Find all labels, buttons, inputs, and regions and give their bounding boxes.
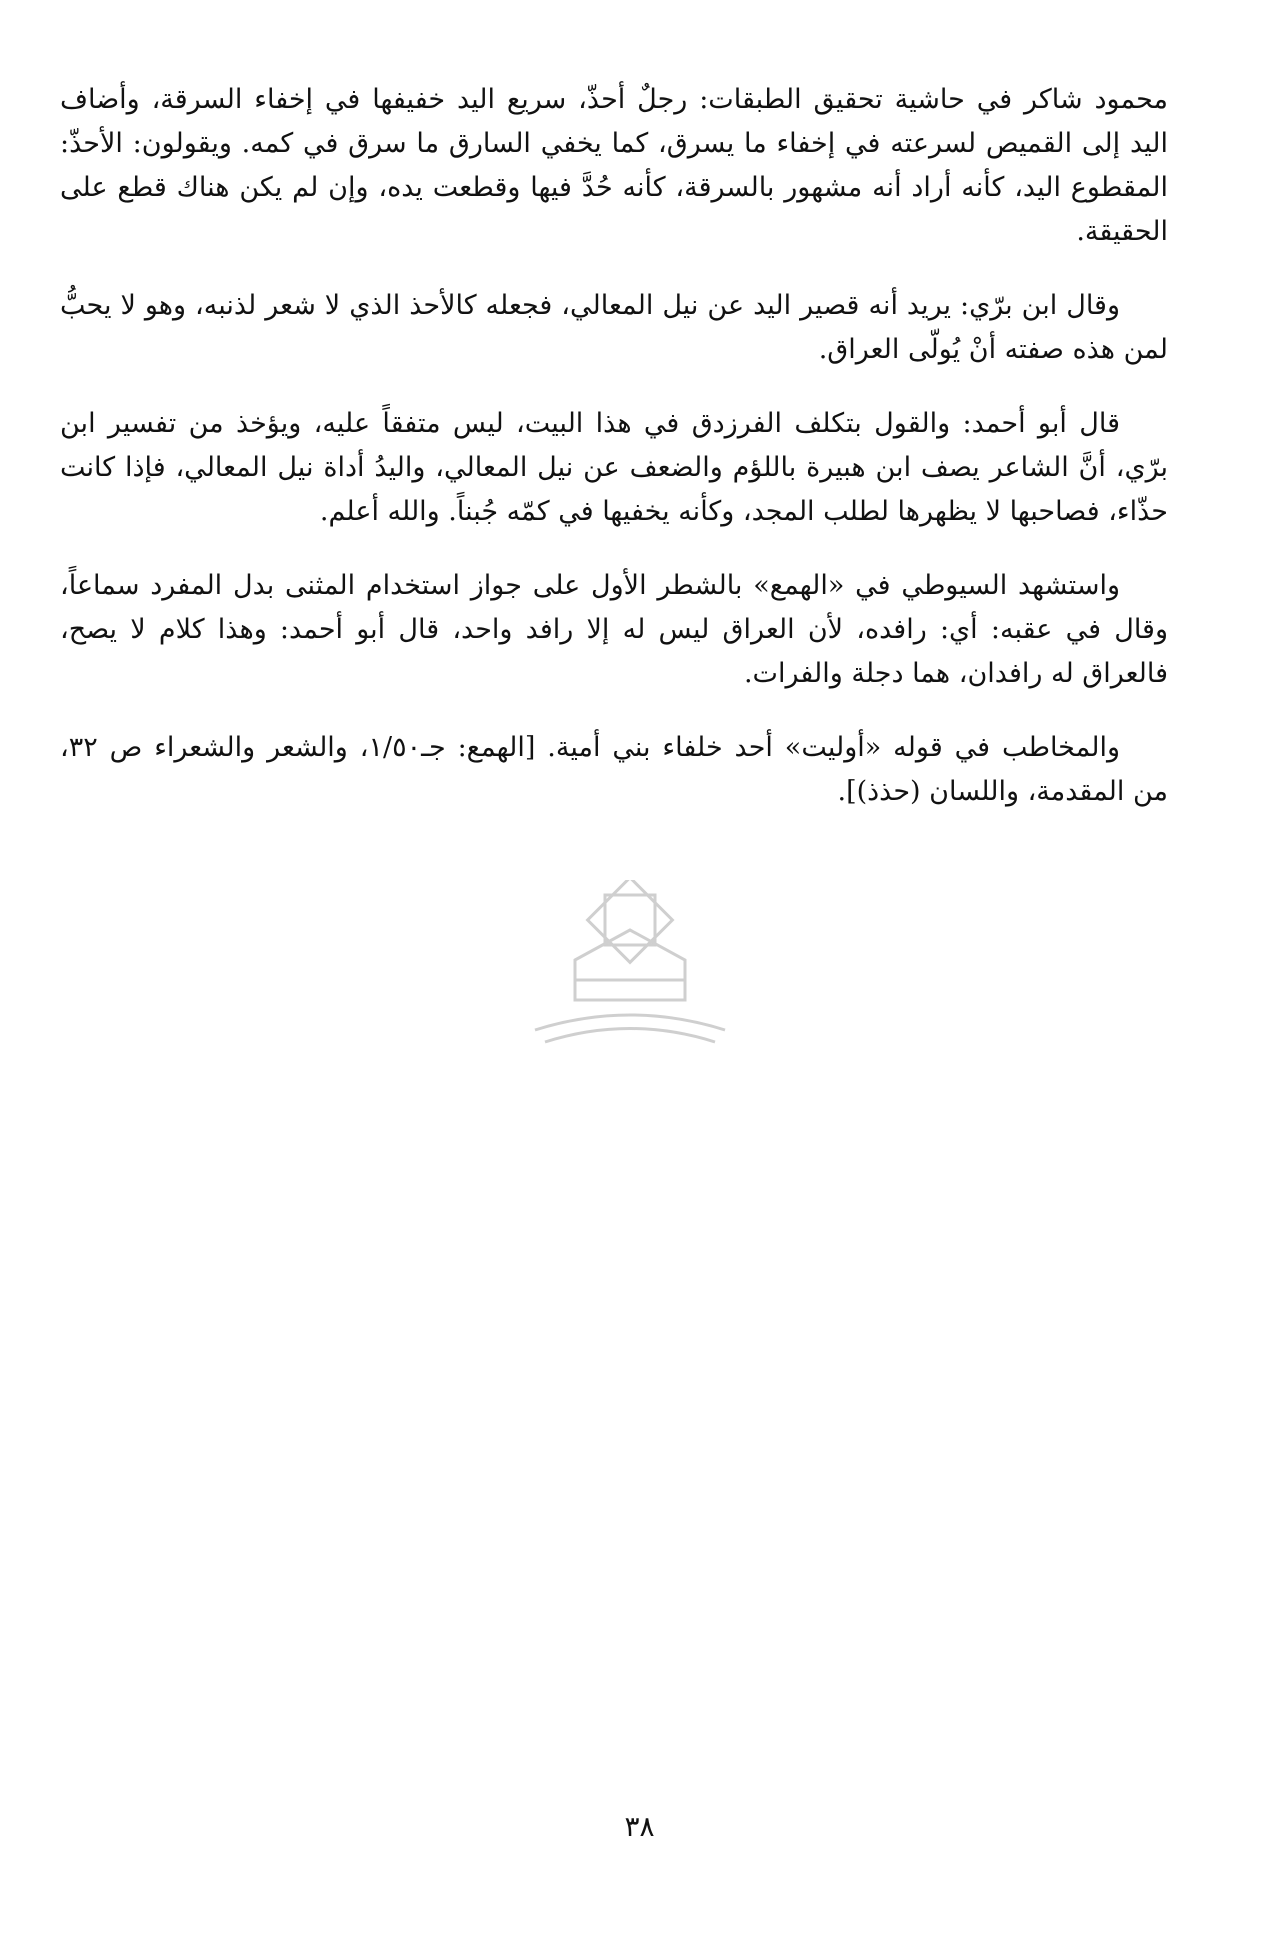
paragraph-ibn-barri: وقال ابن برّي: يريد أنه قصير اليد عن نيل المعالي، فجعله كالأحذ الذي لا شعر لذنبه، وهو لا يحبُّ لمن هذه صفته أنْ يُولّى العراق.: [60, 290, 1168, 365]
document-page: [60, 78, 1168, 844]
paragraph-addressee: والمخاطب في قوله «أوليت» أحد خلفاء بني أمية. [الهمع: جـ١/٥٠، والشعر والشعراء ص ٣٢، من المقدمة، واللسان (حذذ)].: [60, 732, 1168, 807]
paragraph-suyuti: واستشهد السيوطي في «الهمع» بالشطر الأول على جواز استخدام المثنى بدل المفرد سماعاً، وقال في عقبه: أي: رافده، لأن العراق ليس له إلا رافد واحد، قال أبو أحمد: وهذا كلام لا يصح، فالعراق له رافدان، هما دجلة والفرات.: [60, 570, 1168, 689]
page-number: ٣٨: [624, 1810, 655, 1843]
paragraph-abu-ahmad: قال أبو أحمد: والقول بتكلف الفرزدق في هذا البيت، ليس متفقاً عليه، ويؤخذ من تفسير ابن برّي، أنَّ الشاعر يصف ابن هبيرة باللؤم والضعف عن نيل المعالي، واليدُ أداة نيل المعالي، فإذا كانت حذّاء، فصاحبها لا يظهرها لطلب المجد، وكأنه يخفيها في كمّه جُبناً. والله أعلم.: [60, 408, 1168, 527]
paragraph-shakir-commentary: محمود شاكر في حاشية تحقيق الطبقات: رجلٌ أحذّ، سريع اليد خفيفها في إخفاء السرقة، وأضاف اليد إلى القميص لسرعته في إخفاء ما يسرق، كما يخفي السارق ما سرق في كمه. ويقولون: الأحذّ: المقطوع اليد، كأنه أراد أنه مشهور بالسرقة، كأنه حُدَّ فيها وقطعت يده، وإن لم يكن هناك قطع على الحقيقة.: [60, 84, 1168, 247]
library-seal-watermark-icon: [505, 880, 755, 1050]
